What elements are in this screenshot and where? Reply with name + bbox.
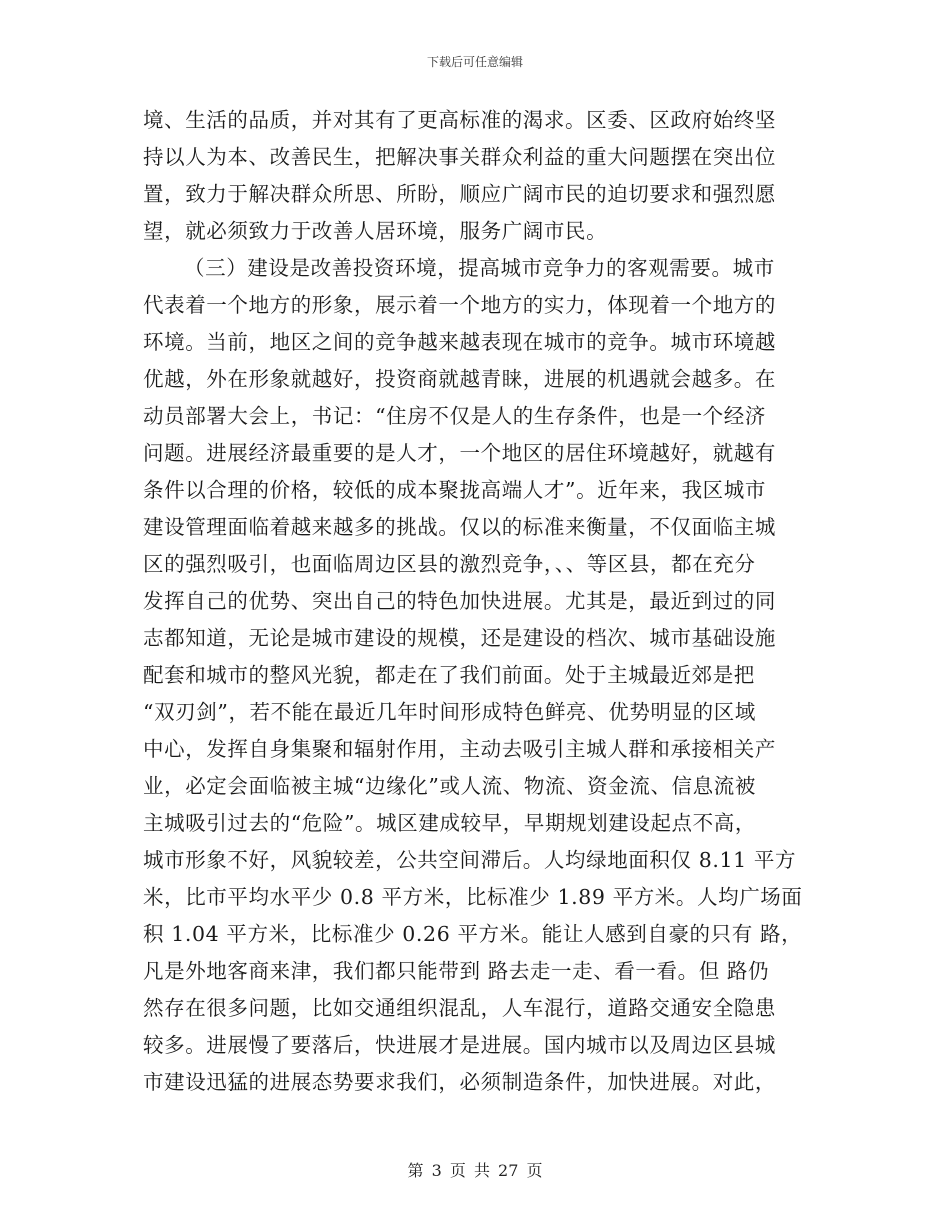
body-line: 环境。当前，地区之间的竞争越来越表现在城市的竞争。城市环境越	[143, 330, 776, 354]
body-line: 区的强烈吸引，也面临周边区县的激烈竞争，、、等区县，都在充分	[143, 552, 756, 576]
body-line: 志都知道，无论是城市建设的规模，还是建设的档次、城市基础设施	[143, 626, 776, 650]
body-line: 置，致力于解决群众所思、所盼，顺应广阔市民的迫切要求和强烈愿	[143, 182, 776, 206]
body-line: 业，必定会面临被主城“边缘化”或人流、物流、资金流、信息流被	[143, 774, 756, 798]
body-line: 建设管理面临着越来越多的挑战。仅以的标准来衡量，不仅面临主城	[143, 515, 776, 539]
page-header-caption: 下载后可任意编辑	[426, 55, 523, 69]
paragraph-start-line: （三）建设是改善投资环境，提高城市竞争力的客观需要。城市	[184, 256, 775, 280]
body-line: 凡是外地客商来津，我们都只能带到 路去走一走、看一看。但 路仍	[143, 959, 770, 983]
body-line: 主城吸引过去的“危险”。城区建成较早，早期规划建设起点不高，	[143, 811, 756, 835]
body-line: 中心，发挥自身集聚和辐射作用，主动去吸引主城人群和承接相关产	[143, 737, 776, 761]
body-line: 代表着一个地方的形象，展示着一个地方的实力，体现着一个地方的	[143, 293, 776, 317]
body-line: 配套和城市的整风光貌，都走在了我们前面。处于主城最近郊是把	[143, 663, 755, 687]
body-line: 发挥自己的优势、突出自己的特色加快进展。尤其是，最近到过的同	[143, 589, 776, 613]
body-line: 较多。进展慢了要落后，快进展才是进展。国内城市以及周边区县城	[143, 1033, 776, 1057]
body-line: 望，就必须致力于改善人居环境，服务广阔市民。	[143, 219, 608, 243]
body-line: “双刃剑”，若不能在最近几年时间形成特色鲜亮、优势明显的区域	[143, 700, 756, 724]
body-line: 境、生活的品质，并对其有了更高标准的渴求。区委、区政府始终坚	[143, 108, 776, 132]
body-line: 优越，外在形象就越好，投资商就越青睐，进展的机遇就会越多。在	[143, 367, 776, 391]
body-line: 条件以合理的价格，较低的成本聚拢高端人才”。近年来，我区城市	[143, 478, 766, 502]
body-line: 持以人为本、改善民生，把解决事关群众利益的重大问题摆在突出位	[143, 145, 776, 169]
body-line: 然存在很多问题，比如交通组织混乱，人车混行，道路交通安全隐患	[143, 996, 776, 1020]
body-line: 城市形象不好，风貌较差，公共空间滞后。人均绿地面积仅 8.11 平方	[143, 848, 797, 872]
body-line: 积 1.04 平方米，比标准少 0.26 平方米。能让人感到自豪的只有 路，	[143, 922, 803, 946]
document-body	[143, 102, 808, 1101]
body-line: 问题。进展经济最重要的是人才，一个地区的居住环境越好，就越有	[143, 441, 776, 465]
page-number-footer: 第 3 页 共 27 页	[407, 1161, 543, 1180]
body-line: 米，比市平均水平少 0.8 平方米，比标准少 1.89 平方米。人均广场面	[143, 885, 803, 909]
body-line: 动员部署大会上，书记：“住房不仅是人的生存条件，也是一个经济	[143, 404, 766, 428]
body-line: 市建设迅猛的进展态势要求我们，必须制造条件，加快进展。对此，	[143, 1070, 776, 1094]
